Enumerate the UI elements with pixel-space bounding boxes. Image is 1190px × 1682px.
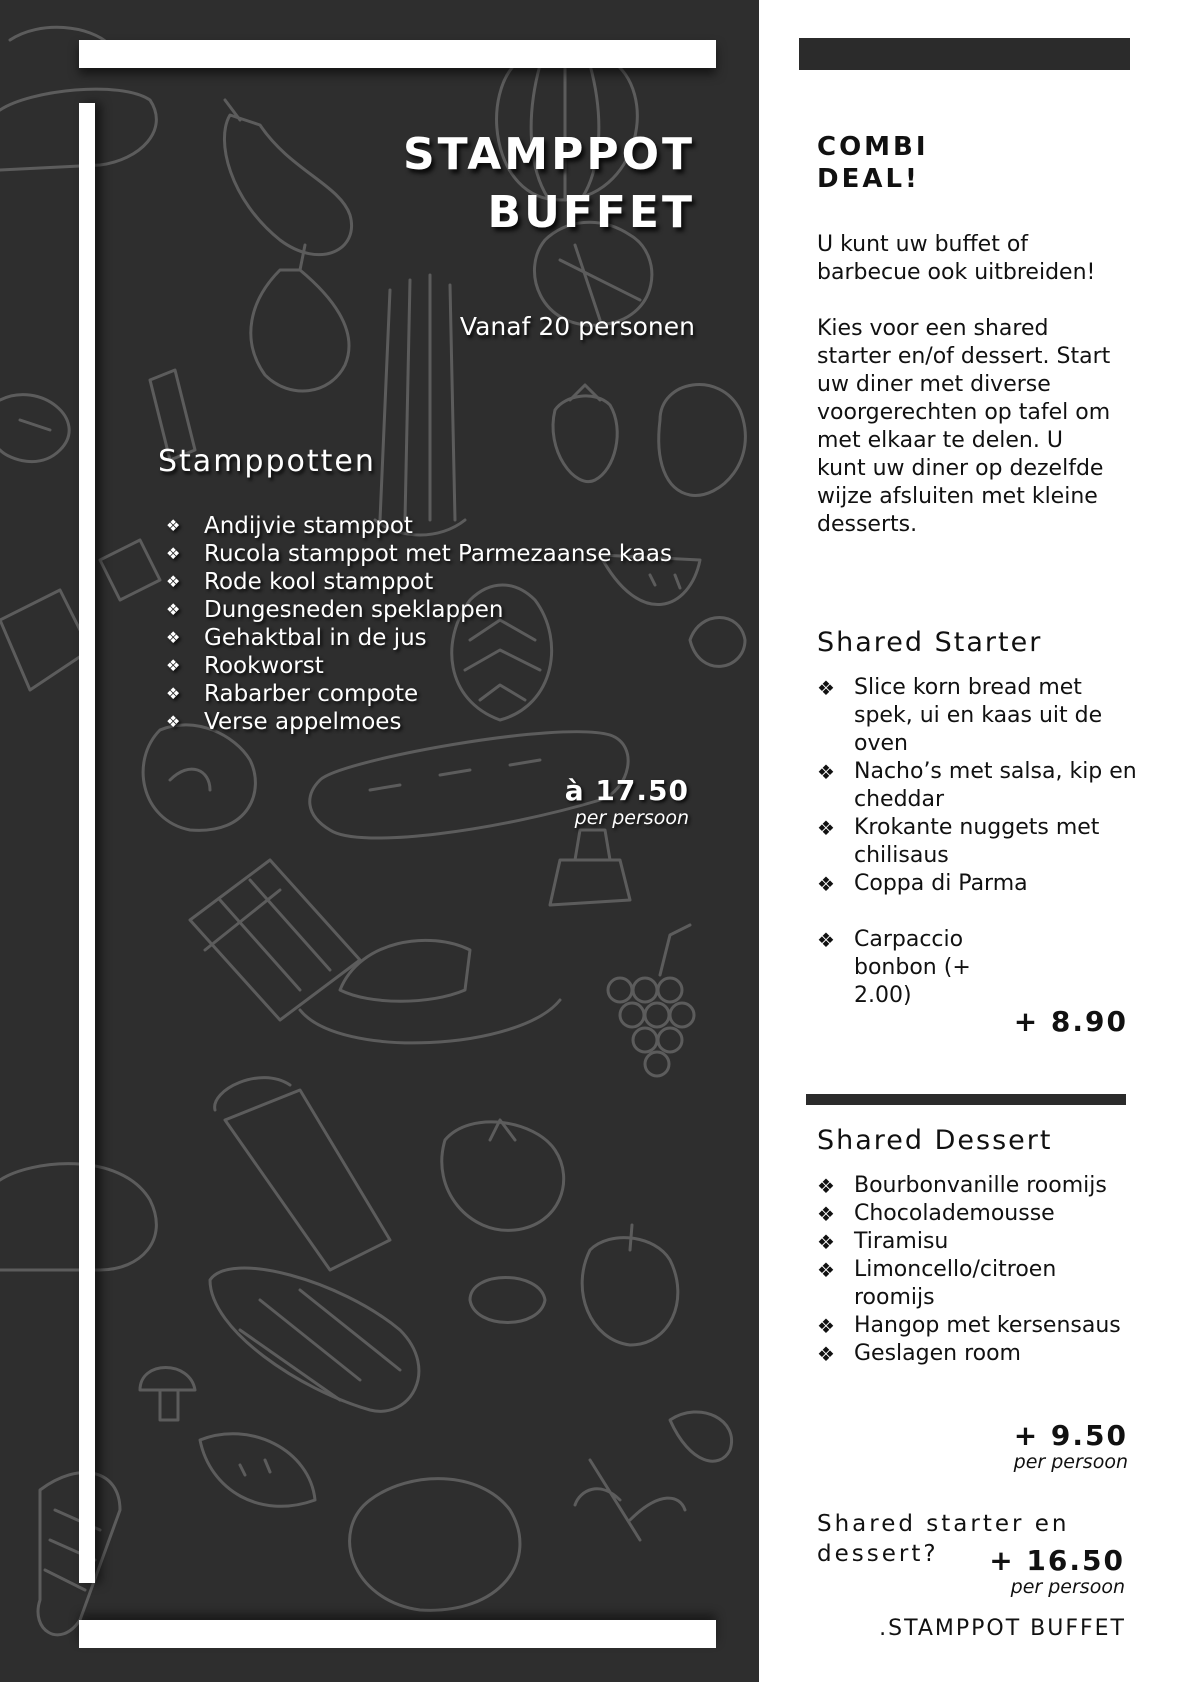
menu-subtitle: Vanaf 20 personen <box>459 312 695 341</box>
list-item-label: Nacho’s met salsa, kip en cheddar <box>854 759 1137 812</box>
list-item <box>166 652 672 680</box>
shared-dessert-price <box>1014 1420 1128 1472</box>
combo-price-unit: per persoon <box>1010 1576 1125 1598</box>
bullet-icon: ❖ <box>817 1230 835 1254</box>
combo-question-line-2: dessert? <box>817 1541 939 1567</box>
shared-starter-list <box>817 674 1137 1010</box>
starter-price-amount: + 8.90 <box>1013 1005 1128 1038</box>
bullet-icon: ❖ <box>817 816 835 840</box>
right-combi-panel <box>759 0 1190 1682</box>
bullet-icon: ❖ <box>166 684 181 703</box>
list-item-label: Krokante nuggets met chilisaus <box>854 815 1100 868</box>
buffet-price <box>565 775 689 829</box>
bullet-icon: ❖ <box>166 572 181 591</box>
bullet-icon: ❖ <box>166 628 181 647</box>
list-item <box>817 1172 1137 1200</box>
list-item <box>817 1200 1137 1228</box>
list-item-label: Verse appelmoes <box>204 709 402 735</box>
list-item-label: Gehaktbal in de jus <box>204 625 427 651</box>
list-item <box>817 1256 1137 1312</box>
bullet-icon: ❖ <box>166 516 181 535</box>
list-item <box>166 568 672 596</box>
intro-paragraph-1: U kunt uw buffet of barbecue ook uitbreiden! <box>817 232 1096 285</box>
list-item <box>166 680 672 708</box>
list-item <box>817 758 1137 814</box>
footer-brand: .STAMPPOT BUFFET <box>879 1616 1126 1641</box>
combi-line-2: DEAL! <box>817 164 920 194</box>
right-top-dark-bar <box>799 38 1130 70</box>
bullet-icon: ❖ <box>817 1314 835 1338</box>
bullet-icon: ❖ <box>817 1342 835 1366</box>
list-item-label: Bourbonvanille roomijs <box>854 1173 1107 1198</box>
bullet-icon: ❖ <box>817 1202 835 1226</box>
combi-intro-text <box>817 231 1117 567</box>
list-item <box>817 870 1137 898</box>
list-item <box>817 1312 1137 1340</box>
intro-paragraph-2: Kies voor een shared starter en/of dessert. Start uw diner met diverse voorgerechten op tafel om met elkaar te delen. U kunt uw diner op dezelfde wijze afsluiten met kleine desserts. <box>817 316 1111 537</box>
list-item-label: Hangop met kersensaus <box>854 1313 1121 1338</box>
menu-title <box>403 126 695 242</box>
combi-deal-heading <box>817 131 929 195</box>
buffet-price-unit: per persoon <box>574 807 689 829</box>
stamppotten-list <box>166 512 672 736</box>
list-item-label: Slice korn bread met spek, ui en kaas uit de oven <box>854 675 1103 756</box>
list-item <box>166 540 672 568</box>
dessert-price-amount: + 9.50 <box>1013 1419 1128 1452</box>
bullet-icon: ❖ <box>166 656 181 675</box>
bullet-icon: ❖ <box>817 760 835 784</box>
shared-starter-heading: Shared Starter <box>817 627 1043 658</box>
combi-line-1: COMBI <box>817 132 929 162</box>
bottom-white-bar <box>79 1620 716 1648</box>
shared-starter-price <box>1014 1006 1128 1038</box>
top-white-bar <box>79 40 716 68</box>
combo-price <box>989 1545 1125 1597</box>
list-item-label: Dungesneden speklappen <box>204 597 504 623</box>
list-item-label: Coppa di Parma <box>854 871 1028 896</box>
bullet-icon: ❖ <box>166 712 181 731</box>
list-item-label: Chocolademousse <box>854 1201 1055 1226</box>
list-item-label: Limoncello/citroen roomijs <box>854 1257 1057 1310</box>
section-divider-bar <box>806 1094 1126 1105</box>
list-item-label: Rode kool stamppot <box>204 569 434 595</box>
list-item <box>166 624 672 652</box>
list-item-label: Geslagen room <box>854 1341 1021 1366</box>
list-item-label: Carpaccio bonbon (+ 2.00) <box>854 927 971 1008</box>
list-item <box>166 708 672 736</box>
list-item <box>166 512 672 540</box>
list-item-label: Rookworst <box>204 653 324 679</box>
title-line-2: BUFFET <box>487 187 695 238</box>
shared-dessert-list <box>817 1172 1137 1368</box>
list-item-label: Rucola stamppot met Parmezaanse kaas <box>204 541 672 567</box>
bullet-icon: ❖ <box>817 928 835 952</box>
title-line-1: STAMPPOT <box>402 129 695 180</box>
stamppotten-heading: Stamppotten <box>158 444 376 479</box>
bullet-icon: ❖ <box>817 872 835 896</box>
bullet-icon: ❖ <box>817 1258 835 1282</box>
dessert-price-unit: per persoon <box>1013 1451 1128 1473</box>
list-item <box>817 814 1137 870</box>
left-white-bar <box>79 103 95 1583</box>
shared-dessert-heading: Shared Dessert <box>817 1125 1053 1156</box>
combo-question-line-1: Shared starter en <box>817 1511 1070 1537</box>
list-item <box>166 596 672 624</box>
combo-price-amount: + 16.50 <box>989 1544 1125 1577</box>
bullet-icon: ❖ <box>817 676 835 700</box>
list-item <box>817 926 1137 1010</box>
list-item-label: Tiramisu <box>854 1229 949 1254</box>
list-item-label: Andijvie stamppot <box>204 513 413 539</box>
bullet-icon: ❖ <box>817 1174 835 1198</box>
list-item <box>817 674 1137 758</box>
list-item <box>817 1228 1137 1256</box>
bullet-icon: ❖ <box>166 600 181 619</box>
list-item <box>817 1340 1137 1368</box>
bullet-icon: ❖ <box>166 544 181 563</box>
list-item-label: Rabarber compote <box>204 681 419 707</box>
buffet-price-amount: à 17.50 <box>564 774 689 807</box>
